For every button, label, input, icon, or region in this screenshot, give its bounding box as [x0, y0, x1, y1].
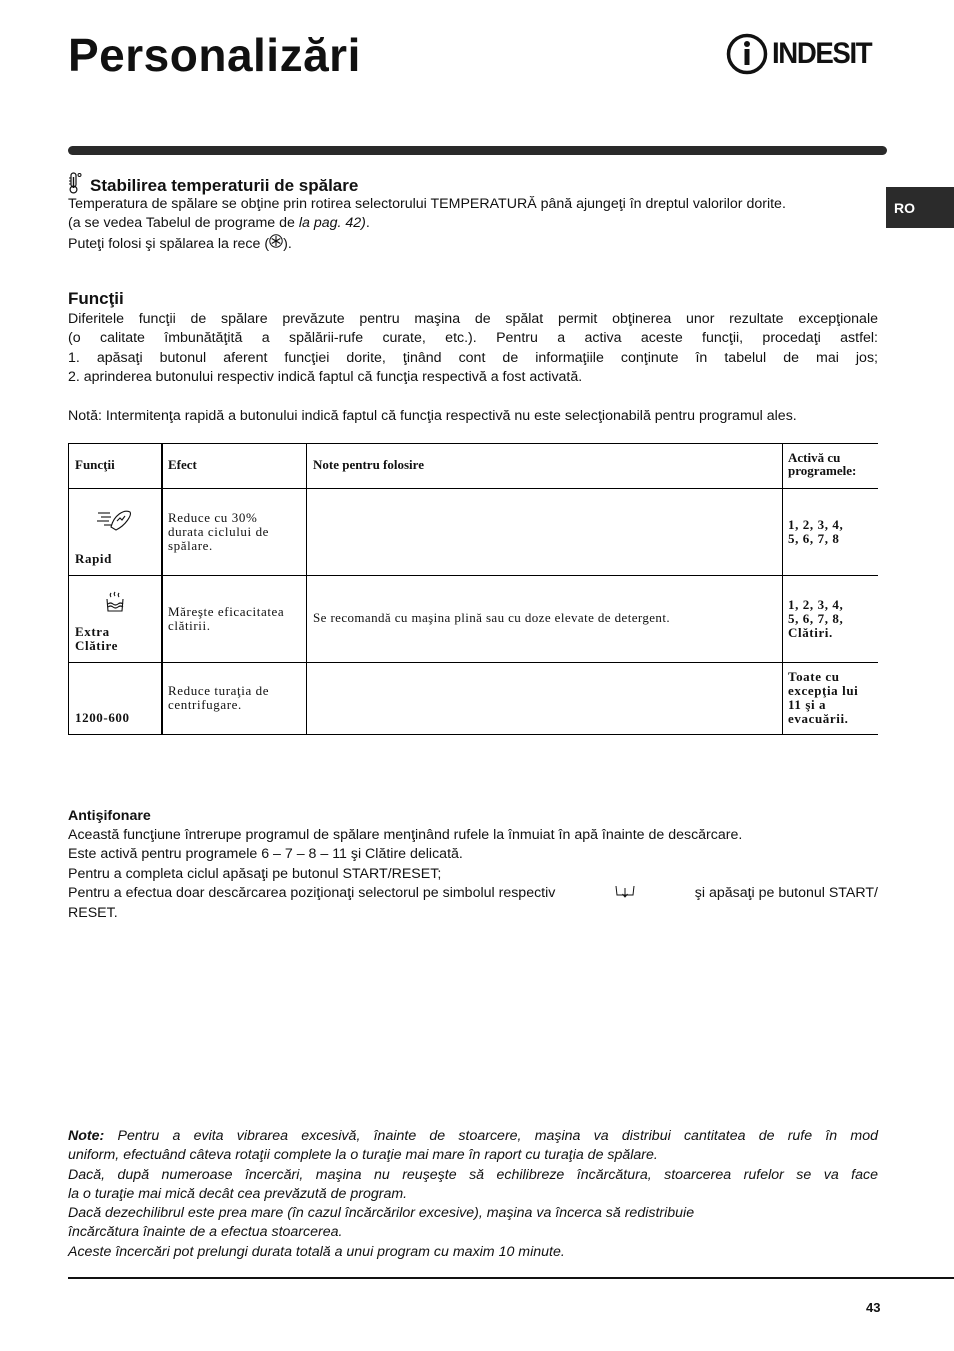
functions-note: Notă: Intermitenţa rapidă a butonului indică faptul că funcţia respectivă nu este selecţionabilă pentru programul ales.	[68, 408, 797, 424]
notes-block	[68, 1127, 878, 1262]
active-line: 1, 2, 3, 4,	[788, 517, 844, 532]
effect-line: centrifugare.	[168, 697, 242, 712]
functions-line: 1. apăsaţi butonul aferent funcţiei dorite, ţinând cont de informaţiile conţinute în tabelul de mai jos;	[68, 349, 878, 366]
rapid-icon	[96, 507, 134, 538]
brand-wordmark: INDESIT	[772, 37, 872, 70]
anti-crease-body	[68, 826, 878, 923]
language-tab-label: RO	[894, 199, 915, 216]
table-col-divider	[782, 443, 783, 735]
anti-crease-heading: Antişifonare	[68, 808, 151, 824]
page-title: Personalizări	[68, 29, 361, 81]
table-col-divider	[306, 443, 307, 735]
drain-icon	[614, 884, 636, 904]
indesit-logo	[726, 33, 888, 75]
function-name: Rapid	[75, 551, 112, 566]
header-active	[788, 451, 856, 477]
table-row-divider	[68, 662, 878, 663]
notes-line: Dacă dezechilibrul este prea mare (în cazul încărcărilor excesive), maşina va încerca să redistribuie	[68, 1205, 695, 1222]
anti-crease-line: RESET.	[68, 905, 118, 922]
effect-line: spălare.	[168, 538, 213, 553]
active-line: Toate cu	[788, 669, 840, 684]
anti-crease-line: Această funcţiune întrerupe programul de spălare menţinând rufele la înmuiat în apă înainte de descărcare.	[68, 827, 743, 843]
active-line: 5, 6, 7, 8,	[788, 611, 844, 626]
table-border-top	[68, 443, 878, 444]
effect-line: Reduce turaţia de	[168, 683, 270, 698]
temperature-line-3-text: Puteţi folosi şi spălarea la rece (	[68, 235, 270, 252]
anti-crease-line: Este activă pentru programele 6 – 7 – 8 – 11 şi Clătire delicată.	[68, 846, 463, 863]
bottom-divider	[68, 1277, 954, 1279]
table-col-divider	[161, 443, 163, 735]
functions-body	[68, 310, 878, 387]
language-tab	[886, 187, 954, 228]
page-reference: la pag. 42)	[298, 215, 366, 232]
header-function: Funcţii	[75, 457, 115, 472]
snowflake-icon	[269, 234, 283, 254]
notes-line: încărcătura înainte de a efectua stoarcerea.	[68, 1224, 343, 1241]
functions-line: (o calitate îmbunătăţită a spălării-rufe curate, etc.). Pentru a activa aceste funcţii, procedaţi astfel:	[68, 330, 878, 347]
function-active-programs	[788, 670, 858, 726]
temperature-heading-text: Stabilirea temperaturii de spălare	[90, 175, 359, 195]
active-line: 1, 2, 3, 4,	[788, 597, 844, 612]
active-line: 11 şi a	[788, 697, 827, 712]
anti-crease-line-4-end: şi apăsaţi pe butonul START/	[694, 885, 878, 902]
top-divider	[68, 146, 887, 155]
active-line: evacuării.	[788, 711, 849, 726]
notes-label: Note:	[68, 1128, 105, 1144]
anti-crease-line	[68, 884, 878, 904]
anti-crease-line: Pentru a completa ciclul apăsaţi pe butonul START/RESET;	[68, 865, 442, 882]
function-notes: Se recomandă cu maşina plină sau cu doze elevate de detergent.	[313, 610, 670, 625]
effect-line: Reduce cu 30%	[168, 510, 258, 525]
functions-heading: Funcţii	[68, 289, 124, 308]
function-name-line: Clătire	[75, 638, 118, 653]
header-notes: Note pentru folosire	[313, 457, 424, 472]
effect-line: durata ciclului de	[168, 524, 270, 539]
effect-line: clătirii.	[168, 618, 211, 633]
function-name: 1200-600	[75, 710, 130, 725]
notes-line: Aceste încercări pot prelungi durata totală a unui program cu maxim 10 minute.	[68, 1243, 565, 1260]
temperature-line-1: Temperatura de spălare se obţine prin rotirea selectorului TEMPERATURĂ până ajungeţi în dreptul valorilor dorite.	[68, 196, 786, 212]
function-name	[75, 625, 118, 653]
notes-line	[68, 1127, 878, 1146]
table-border-left	[68, 443, 69, 735]
temperature-line-2-end: .	[365, 215, 370, 232]
active-line: 5, 6, 7, 8	[788, 531, 840, 546]
function-active-programs	[788, 598, 843, 640]
functions-table	[68, 443, 878, 735]
page-number: 43	[866, 1300, 881, 1315]
temperature-line-3	[68, 234, 878, 254]
notes-line-text: Pentru a evita vibrarea excesivă, înainte de stoarcere, maşina va distribui cantitatea de rufe în mod	[104, 1128, 878, 1144]
notes-line: Dacă, după numeroase încercări, maşina nu reuşeşte să echilibreze încărcătura, stoarcerea rufelor se va face	[68, 1166, 878, 1183]
function-effect	[168, 684, 269, 712]
active-line: excepţia lui	[788, 683, 859, 698]
temperature-line-3-end: ).	[283, 235, 292, 252]
function-effect	[168, 511, 269, 553]
anti-crease-line-4-text: Pentru a efectua doar descărcarea poziţionaţi selectorul pe simbolul respectiv	[68, 885, 556, 902]
notes-line: uniform, efectuând câteva rotaţii complete la o turaţie mai mare în raport cu turaţia de spălare.	[68, 1147, 658, 1164]
temperature-line-2-text: (a se vedea Tabelul de programe de	[68, 215, 299, 232]
notes-line: la o turaţie mai mică decât cea prevăzută de program.	[68, 1185, 408, 1202]
header-active-line: Activă cu	[788, 450, 841, 465]
function-name-line: Extra	[75, 624, 110, 639]
function-active-programs	[788, 518, 843, 546]
table-row-divider	[68, 575, 878, 576]
functions-line: 2. aprinderea butonului respectiv indică faptul că funcţia respectivă a fost activată.	[68, 368, 583, 385]
function-effect	[168, 605, 284, 633]
header-active-line: programele:	[788, 463, 857, 478]
table-row-divider	[68, 488, 878, 489]
temperature-line-2	[68, 214, 878, 233]
table-border-bottom	[68, 734, 878, 735]
temperature-body	[68, 195, 878, 254]
extra-rinse-icon	[105, 591, 125, 618]
functions-line: Diferitele funcţii de spălare prevăzute pentru maşina de spălat permit obţinerea unor rezultate excepţionale	[68, 311, 878, 327]
header-effect: Efect	[168, 457, 197, 472]
effect-line: Măreşte eficacitatea	[168, 604, 285, 619]
active-line: Clătiri.	[788, 625, 833, 640]
